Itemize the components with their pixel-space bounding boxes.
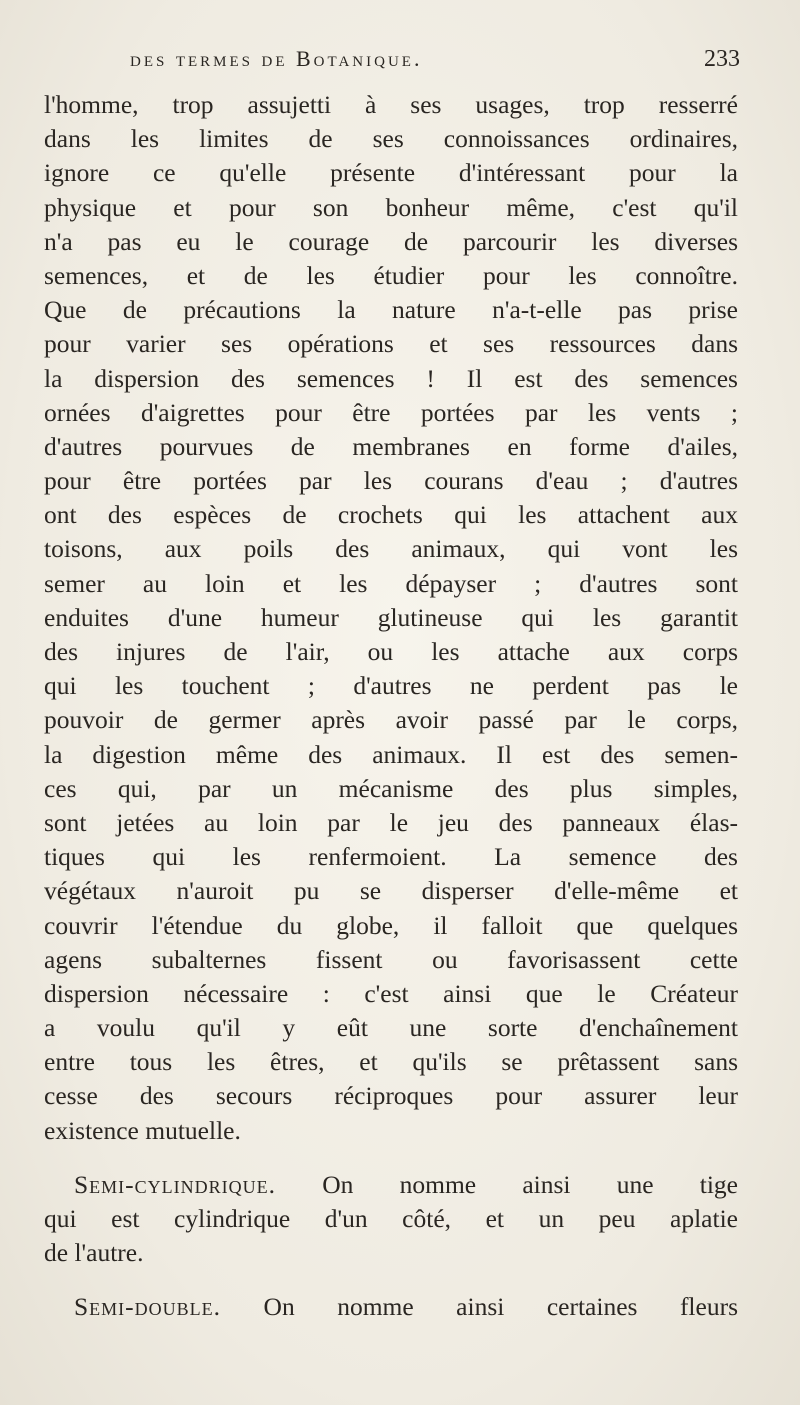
text-line: l'homme, trop assujetti à ses usages, trop resserré [44, 90, 738, 119]
text-line: toisons, aux poils des animaux, qui vont les [44, 534, 738, 564]
text-line: de l'autre. [44, 1238, 144, 1268]
text-line: la dispersion des semences ! Il est des semences [44, 363, 738, 393]
text-line: végétaux n'auroit pu se disperser d'elle-même et [44, 876, 738, 906]
paragraph-continuation [44, 88, 738, 1148]
text-line: qui les touchent ; d'autres ne perdent pas le [44, 671, 738, 701]
entry-text: On nomme ainsi certaines fleurs [263, 1292, 739, 1322]
page-number: 233 [704, 46, 740, 72]
paragraph-gap [44, 1270, 738, 1290]
text-line: a voulu qu'il y eût une sorte d'enchaînement [44, 1013, 738, 1043]
entry-term: Semi-cylindrique. [74, 1169, 277, 1199]
text-line: physique et pour son bonheur même, c'est qu'il [44, 192, 738, 222]
entry-semi-cylindrique [44, 1168, 738, 1271]
text-line: ces qui, par un mécanisme des plus simples, [44, 773, 738, 803]
entry-first-line [44, 1290, 738, 1324]
running-title: des termes de Botanique. [130, 46, 423, 71]
text-line: qui est cylindrique d'un côté, et un peu aplatie [44, 1204, 738, 1233]
entry-first-line [44, 1168, 738, 1202]
text-line: agens subalternes fissent ou favorisassent cette [44, 944, 738, 974]
entry-text: On nomme ainsi une tige [322, 1169, 738, 1199]
text-line: existence mutuelle. [44, 1115, 241, 1145]
text-line: ont des espèces de crochets qui les attachent aux [44, 500, 738, 530]
text-line: enduites d'une humeur glutineuse qui les garantit [44, 602, 738, 632]
text-line: cesse des secours réciproques pour assurer leur [44, 1081, 738, 1111]
text-line: la digestion même des animaux. Il est des semen- [44, 739, 738, 769]
text-line: ornées d'aigrettes pour être portées par les vents ; [44, 397, 738, 427]
text-block [44, 88, 738, 1325]
paragraph-gap [44, 1148, 738, 1168]
text-line: des injures de l'air, ou les attache aux corps [44, 637, 738, 666]
text-line: entre tous les êtres, et qu'ils se prêtassent sans [44, 1047, 738, 1077]
text-line: pour être portées par les courans d'eau ; d'autres [44, 466, 738, 496]
text-line: sont jetées au loin par le jeu des panneaux élas- [44, 807, 738, 837]
text-line: ignore ce qu'elle présente d'intéressant pour la [44, 158, 738, 188]
running-head [130, 46, 740, 80]
text-line: dans les limites de ses connoissances ordinaires, [44, 124, 738, 154]
text-line: semer au loin et les dépayser ; d'autres sont [44, 568, 738, 598]
text-line: d'autres pourvues de membranes en forme d'ailes, [44, 431, 738, 461]
text-line: semences, et de les étudier pour les connoître. [44, 260, 738, 290]
text-line: pour varier ses opérations et ses ressources dans [44, 329, 738, 359]
text-line: n'a pas eu le courage de parcourir les diverses [44, 226, 738, 256]
text-line: dispersion nécessaire : c'est ainsi que le Créateur [44, 978, 738, 1008]
text-line: Que de précautions la nature n'a-t-elle pas prise [44, 295, 738, 325]
entry-semi-double [44, 1290, 738, 1324]
entry-term: Semi-double. [74, 1292, 222, 1322]
text-line: pouvoir de germer après avoir passé par le corps, [44, 705, 738, 735]
text-line: couvrir l'étendue du globe, il falloit que quelques [44, 910, 738, 940]
text-line: tiques qui les renfermoient. La semence des [44, 842, 738, 872]
